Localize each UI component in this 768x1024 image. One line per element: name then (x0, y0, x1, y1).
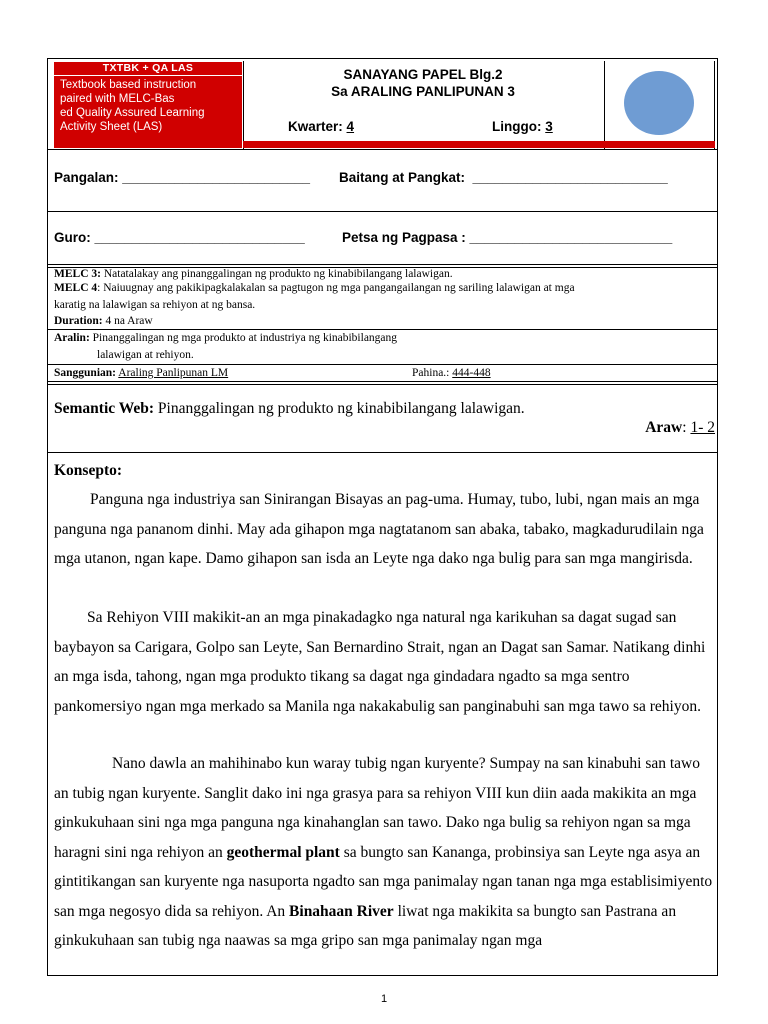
page-number: 1 (380, 993, 388, 1005)
petsa-ng-pagpasa-field[interactable]: Petsa ng Pagpasa : ___________________________ (342, 230, 673, 245)
sanggunian-label: Sanggunian: (54, 367, 117, 379)
duration-label: Duration: (54, 315, 103, 327)
divider (48, 452, 717, 453)
aralin-label: Aralin: (54, 332, 90, 344)
konsepto-paragraph-3 (54, 749, 716, 956)
txtbk-qa-las-badge (54, 62, 242, 148)
semantic-web-line (54, 400, 525, 418)
kwarter-label: Kwarter: (288, 119, 343, 134)
divider (48, 329, 717, 330)
divider (48, 264, 717, 265)
pahina-text: 444-448 (452, 367, 491, 379)
binahaan-river-term: Binahaan River (289, 902, 394, 920)
divider (48, 364, 717, 365)
paragraph-text: sa bungto san Kananga, probinsiya san Leyte nga asya an gintitikangan san kuryente nga nasuporta ngadto san mga panimalay ngan tanan nga mga establisimiyento san mga negosyo dida sa rehiyon. An (54, 843, 713, 920)
header-divider-edge (714, 61, 715, 149)
melc3-label: MELC 3: (54, 268, 101, 280)
konsepto-heading (54, 456, 716, 486)
sanggunian-text: Araling Panlipunan LM (118, 367, 229, 379)
divider (48, 381, 717, 382)
melc3-line (54, 268, 453, 281)
aralin-line-2: lalawigan at rehiyon. (97, 349, 194, 361)
melc4-label: MELC 4 (54, 282, 98, 294)
paragraph-text: Nano dawla an mahihinabo kun waray tubig ngan kuryente? Sumpay na san kinabuhi san tawo an tubig ngan kuryente. Sanglit dako ini nga grasya para sa rehiyon VIII kun diin aada makikita an mga ginkukuhaan sini nga mga panguna nga kinahanglan san tawo. Dako nga bulig sa rehiyon ngan sa mga haragni sini nga rehiyon an (54, 755, 700, 861)
linggo-field (492, 119, 553, 134)
duration-line (54, 315, 153, 328)
konsepto-label: Konsepto: (54, 462, 123, 479)
badge-line: Textbook based instruction (60, 79, 197, 91)
subject-title: Sa ARALING PANLIPUNAN 3 (331, 84, 515, 99)
aralin-line (54, 332, 397, 345)
melc4-line (54, 282, 575, 295)
araw-field: Araw: 1- 2 (645, 419, 715, 436)
konsepto-paragraph-2: Sa Rehiyon VIII makikit-an an mga pinakadagko nga natural nga karikuhan sa dagat sugad san baybayon sa Carigara, Golpo san Leyte, San Bernardino Strait, ngan an Dagat san Samar. Natikang dinhi an mga isda, tahong, ngan mga produkto tikang sa dagat nga gindadara ngadto sa mga sentro pankomersiyo ngan mga merkado sa Manila nga nakakabulig san panginabuhi san mga tawo sa rehiyon. (54, 609, 706, 715)
header-red-bar (243, 141, 715, 148)
linggo-label: Linggo: (492, 119, 542, 134)
melc4-line-2: karatig na lalawigan sa rehiyon at ng bansa. (54, 299, 256, 311)
melc3-text: Natatalakay ang pinanggalingan ng produkto ng kinabibilangang lalawigan. (100, 268, 453, 280)
divider (48, 149, 717, 150)
divider (48, 384, 717, 385)
logo-circle (624, 71, 694, 135)
guro-field[interactable]: Guro: ____________________________ (54, 230, 305, 245)
pahina-line (412, 367, 491, 380)
baitang-pangkat-field[interactable]: Baitang at Pangkat: __________________________ (339, 170, 668, 185)
melc4-text: : Naiuugnay ang pakikipagkalakalan sa pagtugon ng mga pangangailangan ng sariling lalawigan at mga (97, 282, 575, 294)
paragraph-text: liwat nga makikita sa bungto san Pastrana an ginkukuhaan san tubig nga naawas sa mga gripo san mga panimalay ngan mga (54, 902, 677, 949)
aralin-text: Pinanggalingan ng mga produkto at industriya ng kinabibilangang (89, 332, 398, 344)
semantic-web-label: Semantic Web: (54, 400, 155, 417)
pangalan-field[interactable]: Pangalan: _________________________ (54, 170, 310, 185)
linggo-value: 3 (545, 119, 553, 134)
worksheet-title: SANAYANG PAPEL Blg.2 (343, 67, 503, 82)
divider (48, 211, 717, 212)
badge-line: ed Quality Assured Learning (60, 107, 205, 119)
pahina-label: Pahina.: (412, 367, 450, 379)
araw-value: 1- 2 (690, 419, 715, 436)
kwarter-field (288, 119, 354, 134)
araw-label: Araw (645, 419, 683, 436)
badge-line: paired with MELC-Bas (60, 93, 175, 105)
badge-line: Activity Sheet (LAS) (60, 121, 163, 133)
geothermal-plant-term: geothermal plant (226, 843, 340, 861)
duration-text: 4 na Araw (102, 315, 153, 327)
badge-title: TXTBK + QA LAS (54, 62, 242, 76)
sanggunian-line (54, 367, 228, 380)
worksheet-frame (47, 58, 718, 976)
semantic-web-text: Pinanggalingan ng produkto ng kinabibilangang lalawigan. (154, 400, 525, 417)
kwarter-value: 4 (346, 119, 355, 134)
konsepto-paragraph-1: Panguna nga industriya san Sinirangan Bisayas an pag-uma. Humay, tubo, lubi, ngan mais an mga panguna nga pananom dinhi. May ada gihapon mga nagtatanom san abaka, tabako, magkadurudilain nga mga utanon, ngan kape. Damo gihapon san isda an Leyte nga dako nga bulig para san mga mangirisda. (54, 491, 704, 567)
header-divider-right (604, 61, 605, 149)
